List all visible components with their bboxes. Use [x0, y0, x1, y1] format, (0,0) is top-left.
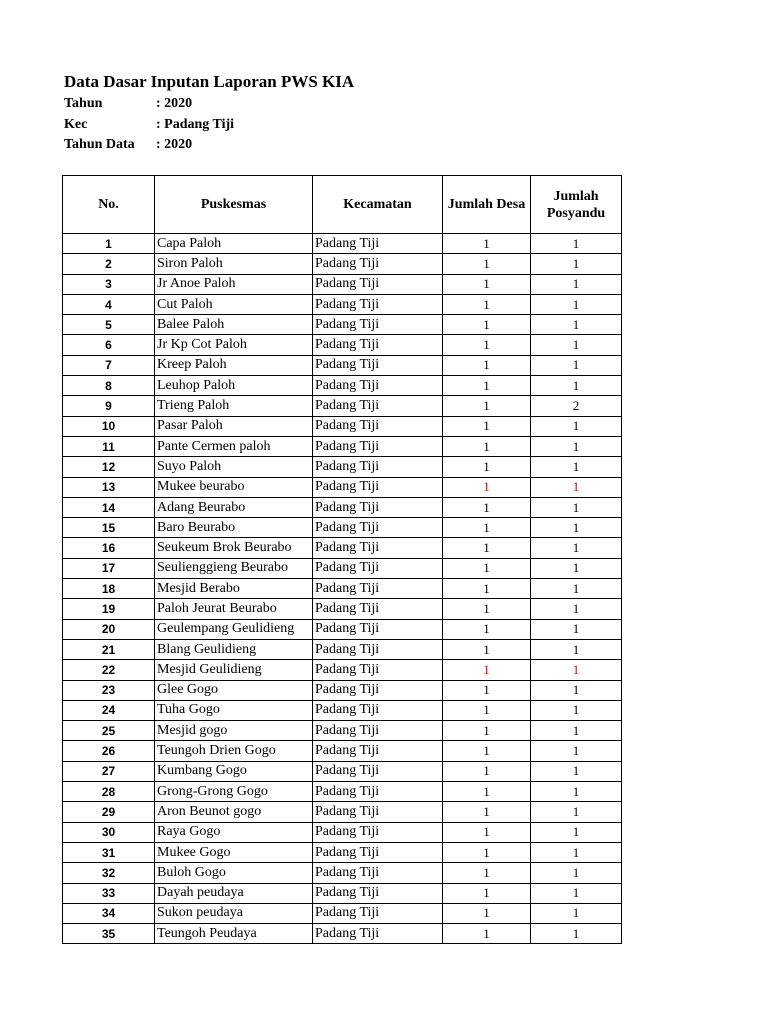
- cell-jumlah-desa: 1: [443, 782, 531, 802]
- cell-jumlah-desa: 1: [443, 538, 531, 558]
- cell-puskesmas: Jr Anoe Paloh: [155, 274, 313, 294]
- cell-kecamatan: Padang Tiji: [313, 802, 443, 822]
- table-row: [63, 660, 622, 680]
- cell-kecamatan: Padang Tiji: [313, 619, 443, 639]
- cell-no: 1: [63, 234, 155, 254]
- table-row: [63, 457, 622, 477]
- cell-puskesmas: Trieng Paloh: [155, 396, 313, 416]
- table-row: [63, 782, 622, 802]
- cell-puskesmas: Pante Cermen paloh: [155, 436, 313, 456]
- cell-jumlah-desa: 1: [443, 842, 531, 862]
- table-row: [63, 802, 622, 822]
- table-row: [63, 558, 622, 578]
- cell-no: 23: [63, 680, 155, 700]
- cell-kecamatan: Padang Tiji: [313, 842, 443, 862]
- cell-jumlah-desa: 1: [443, 599, 531, 619]
- table-row: [63, 863, 622, 883]
- cell-jumlah-desa: 1: [443, 416, 531, 436]
- cell-kecamatan: Padang Tiji: [313, 497, 443, 517]
- cell-kecamatan: Padang Tiji: [313, 274, 443, 294]
- cell-puskesmas: Aron Beunot gogo: [155, 802, 313, 822]
- cell-no: 29: [63, 802, 155, 822]
- table-row: [63, 355, 622, 375]
- cell-kecamatan: Padang Tiji: [313, 741, 443, 761]
- column-header-jumlah-posyandu: Jumlah Posyandu: [531, 176, 622, 234]
- cell-kecamatan: Padang Tiji: [313, 538, 443, 558]
- cell-jumlah-desa: 1: [443, 802, 531, 822]
- cell-kecamatan: Padang Tiji: [313, 335, 443, 355]
- cell-jumlah-desa: 1: [443, 883, 531, 903]
- cell-kecamatan: Padang Tiji: [313, 660, 443, 680]
- cell-puskesmas: Cut Paloh: [155, 294, 313, 314]
- cell-no: 18: [63, 579, 155, 599]
- cell-puskesmas: Mukee Gogo: [155, 842, 313, 862]
- cell-jumlah-posyandu: 1: [531, 721, 622, 741]
- cell-jumlah-posyandu: 1: [531, 761, 622, 781]
- cell-no: 11: [63, 436, 155, 456]
- column-header-puskesmas: Puskesmas: [155, 176, 313, 234]
- cell-kecamatan: Padang Tiji: [313, 436, 443, 456]
- cell-kecamatan: Padang Tiji: [313, 822, 443, 842]
- cell-jumlah-desa: 1: [443, 700, 531, 720]
- cell-puskesmas: Mesjid gogo: [155, 721, 313, 741]
- cell-kecamatan: Padang Tiji: [313, 294, 443, 314]
- cell-kecamatan: Padang Tiji: [313, 579, 443, 599]
- table-row: [63, 700, 622, 720]
- cell-jumlah-posyandu: 1: [531, 436, 622, 456]
- table-row: [63, 579, 622, 599]
- table-row: [63, 335, 622, 355]
- cell-jumlah-posyandu: 1: [531, 822, 622, 842]
- table-row: [63, 903, 622, 923]
- cell-jumlah-posyandu: 1: [531, 619, 622, 639]
- cell-kecamatan: Padang Tiji: [313, 639, 443, 659]
- cell-jumlah-desa: 1: [443, 639, 531, 659]
- cell-jumlah-desa: 1: [443, 457, 531, 477]
- cell-jumlah-desa: 1: [443, 436, 531, 456]
- table-row: [63, 883, 622, 903]
- cell-puskesmas: Siron Paloh: [155, 254, 313, 274]
- table-row: [63, 721, 622, 741]
- cell-kecamatan: Padang Tiji: [313, 863, 443, 883]
- meta-year: [64, 96, 192, 112]
- cell-no: 32: [63, 863, 155, 883]
- cell-no: 12: [63, 457, 155, 477]
- cell-no: 13: [63, 477, 155, 497]
- cell-puskesmas: Adang Beurabo: [155, 497, 313, 517]
- cell-jumlah-posyandu: 1: [531, 741, 622, 761]
- cell-jumlah-posyandu: 1: [531, 558, 622, 578]
- cell-puskesmas: Raya Gogo: [155, 822, 313, 842]
- cell-jumlah-desa: 1: [443, 497, 531, 517]
- cell-kecamatan: Padang Tiji: [313, 376, 443, 396]
- cell-puskesmas: Kreep Paloh: [155, 355, 313, 375]
- cell-jumlah-posyandu: 1: [531, 579, 622, 599]
- cell-no: 25: [63, 721, 155, 741]
- table-row: [63, 822, 622, 842]
- cell-jumlah-desa: 1: [443, 619, 531, 639]
- cell-no: 14: [63, 497, 155, 517]
- cell-no: 16: [63, 538, 155, 558]
- cell-puskesmas: Mesjid Geulidieng: [155, 660, 313, 680]
- cell-no: 28: [63, 782, 155, 802]
- cell-no: 15: [63, 518, 155, 538]
- table-row: [63, 497, 622, 517]
- table-row: [63, 599, 622, 619]
- table-row: [63, 234, 622, 254]
- table-row: [63, 619, 622, 639]
- cell-jumlah-posyandu: 1: [531, 355, 622, 375]
- cell-jumlah-posyandu: 1: [531, 376, 622, 396]
- cell-jumlah-desa: 1: [443, 741, 531, 761]
- cell-kecamatan: Padang Tiji: [313, 355, 443, 375]
- table-body: [63, 234, 622, 944]
- cell-kecamatan: Padang Tiji: [313, 396, 443, 416]
- cell-puskesmas: Paloh Jeurat Beurabo: [155, 599, 313, 619]
- cell-kecamatan: Padang Tiji: [313, 315, 443, 335]
- column-header-no: No.: [63, 176, 155, 234]
- cell-jumlah-desa: 1: [443, 903, 531, 923]
- cell-kecamatan: Padang Tiji: [313, 721, 443, 741]
- cell-no: 8: [63, 376, 155, 396]
- cell-jumlah-desa: 1: [443, 680, 531, 700]
- page-title: Data Dasar Inputan Laporan PWS KIA: [64, 72, 355, 91]
- cell-kecamatan: Padang Tiji: [313, 254, 443, 274]
- cell-no: 4: [63, 294, 155, 314]
- cell-jumlah-desa: 1: [443, 518, 531, 538]
- cell-puskesmas: Glee Gogo: [155, 680, 313, 700]
- table-row: [63, 538, 622, 558]
- cell-jumlah-posyandu: 1: [531, 639, 622, 659]
- cell-jumlah-desa: 1: [443, 376, 531, 396]
- meta-kecamatan-value: : Padang Tiji: [156, 117, 235, 132]
- table-row: [63, 924, 622, 944]
- cell-kecamatan: Padang Tiji: [313, 782, 443, 802]
- cell-jumlah-posyandu: 1: [531, 315, 622, 335]
- cell-jumlah-posyandu: 1: [531, 924, 622, 944]
- cell-jumlah-desa: 1: [443, 477, 531, 497]
- table-row: [63, 254, 622, 274]
- table-row: [63, 477, 622, 497]
- table-row: [63, 761, 622, 781]
- column-header-kecamatan: Kecamatan: [313, 176, 443, 234]
- cell-no: 27: [63, 761, 155, 781]
- meta-data-year-label: Tahun Data: [64, 137, 135, 152]
- table-row: [63, 680, 622, 700]
- cell-kecamatan: Padang Tiji: [313, 558, 443, 578]
- table-row: [63, 518, 622, 538]
- cell-kecamatan: Padang Tiji: [313, 700, 443, 720]
- cell-jumlah-posyandu: 1: [531, 883, 622, 903]
- cell-puskesmas: Pasar Paloh: [155, 416, 313, 436]
- cell-puskesmas: Suyo Paloh: [155, 457, 313, 477]
- cell-kecamatan: Padang Tiji: [313, 883, 443, 903]
- cell-no: 19: [63, 599, 155, 619]
- cell-no: 31: [63, 842, 155, 862]
- cell-jumlah-desa: 1: [443, 355, 531, 375]
- cell-jumlah-posyandu: 2: [531, 396, 622, 416]
- cell-puskesmas: Kumbang Gogo: [155, 761, 313, 781]
- cell-kecamatan: Padang Tiji: [313, 416, 443, 436]
- table-row: [63, 741, 622, 761]
- cell-kecamatan: Padang Tiji: [313, 761, 443, 781]
- cell-jumlah-posyandu: 1: [531, 700, 622, 720]
- cell-no: 5: [63, 315, 155, 335]
- cell-no: 33: [63, 883, 155, 903]
- cell-jumlah-desa: 1: [443, 558, 531, 578]
- cell-jumlah-posyandu: 1: [531, 660, 622, 680]
- cell-puskesmas: Mesjid Berabo: [155, 579, 313, 599]
- meta-data-year: [64, 137, 192, 153]
- meta-data-year-value: : 2020: [156, 137, 193, 152]
- cell-jumlah-desa: 1: [443, 863, 531, 883]
- cell-jumlah-posyandu: 1: [531, 802, 622, 822]
- cell-no: 34: [63, 903, 155, 923]
- cell-kecamatan: Padang Tiji: [313, 599, 443, 619]
- cell-jumlah-posyandu: 1: [531, 477, 622, 497]
- cell-jumlah-desa: 1: [443, 335, 531, 355]
- meta-year-label: Tahun: [64, 96, 103, 111]
- table-row: [63, 396, 622, 416]
- cell-puskesmas: Grong-Grong Gogo: [155, 782, 313, 802]
- cell-kecamatan: Padang Tiji: [313, 924, 443, 944]
- cell-jumlah-desa: 1: [443, 254, 531, 274]
- cell-jumlah-posyandu: 1: [531, 497, 622, 517]
- cell-no: 26: [63, 741, 155, 761]
- cell-jumlah-posyandu: 1: [531, 416, 622, 436]
- cell-kecamatan: Padang Tiji: [313, 680, 443, 700]
- cell-no: 17: [63, 558, 155, 578]
- table-row: [63, 436, 622, 456]
- cell-puskesmas: Geulempang Geulidieng: [155, 619, 313, 639]
- cell-puskesmas: Seulienggieng Beurabo: [155, 558, 313, 578]
- table-row: [63, 274, 622, 294]
- cell-puskesmas: Jr Kp Cot Paloh: [155, 335, 313, 355]
- cell-jumlah-posyandu: 1: [531, 254, 622, 274]
- cell-jumlah-desa: 1: [443, 234, 531, 254]
- cell-no: 7: [63, 355, 155, 375]
- cell-no: 21: [63, 639, 155, 659]
- table-row: [63, 294, 622, 314]
- cell-kecamatan: Padang Tiji: [313, 457, 443, 477]
- table-row: [63, 639, 622, 659]
- cell-jumlah-posyandu: 1: [531, 782, 622, 802]
- cell-kecamatan: Padang Tiji: [313, 903, 443, 923]
- cell-jumlah-posyandu: 1: [531, 274, 622, 294]
- cell-no: 35: [63, 924, 155, 944]
- cell-jumlah-posyandu: 1: [531, 518, 622, 538]
- cell-jumlah-desa: 1: [443, 721, 531, 741]
- cell-puskesmas: Dayah peudaya: [155, 883, 313, 903]
- cell-no: 3: [63, 274, 155, 294]
- cell-jumlah-desa: 1: [443, 294, 531, 314]
- cell-jumlah-desa: 1: [443, 822, 531, 842]
- cell-jumlah-posyandu: 1: [531, 842, 622, 862]
- cell-puskesmas: Capa Paloh: [155, 234, 313, 254]
- column-header-jumlah-desa: Jumlah Desa: [443, 176, 531, 234]
- meta-year-value: : 2020: [156, 96, 193, 111]
- cell-puskesmas: Teungoh Drien Gogo: [155, 741, 313, 761]
- cell-kecamatan: Padang Tiji: [313, 234, 443, 254]
- cell-jumlah-posyandu: 1: [531, 335, 622, 355]
- table-row: [63, 315, 622, 335]
- cell-no: 9: [63, 396, 155, 416]
- table-header-row: [63, 176, 622, 234]
- cell-puskesmas: Mukee beurabo: [155, 477, 313, 497]
- cell-no: 10: [63, 416, 155, 436]
- cell-no: 6: [63, 335, 155, 355]
- cell-puskesmas: Tuha Gogo: [155, 700, 313, 720]
- cell-no: 22: [63, 660, 155, 680]
- cell-kecamatan: Padang Tiji: [313, 518, 443, 538]
- cell-jumlah-desa: 1: [443, 924, 531, 944]
- cell-jumlah-posyandu: 1: [531, 538, 622, 558]
- cell-puskesmas: Teungoh Peudaya: [155, 924, 313, 944]
- meta-kecamatan: [64, 117, 234, 133]
- cell-kecamatan: Padang Tiji: [313, 477, 443, 497]
- cell-puskesmas: Baro Beurabo: [155, 518, 313, 538]
- cell-jumlah-posyandu: 1: [531, 903, 622, 923]
- cell-jumlah-posyandu: 1: [531, 234, 622, 254]
- cell-jumlah-desa: 1: [443, 274, 531, 294]
- cell-jumlah-desa: 1: [443, 660, 531, 680]
- cell-no: 24: [63, 700, 155, 720]
- cell-no: 20: [63, 619, 155, 639]
- cell-no: 2: [63, 254, 155, 274]
- cell-puskesmas: Balee Paloh: [155, 315, 313, 335]
- cell-puskesmas: Seukeum Brok Beurabo: [155, 538, 313, 558]
- cell-jumlah-posyandu: 1: [531, 680, 622, 700]
- table-row: [63, 416, 622, 436]
- cell-jumlah-desa: 1: [443, 315, 531, 335]
- cell-jumlah-desa: 1: [443, 761, 531, 781]
- table-row: [63, 376, 622, 396]
- cell-jumlah-posyandu: 1: [531, 457, 622, 477]
- cell-jumlah-posyandu: 1: [531, 599, 622, 619]
- cell-jumlah-desa: 1: [443, 579, 531, 599]
- cell-puskesmas: Blang Geulidieng: [155, 639, 313, 659]
- cell-puskesmas: Buloh Gogo: [155, 863, 313, 883]
- puskesmas-table: [62, 175, 622, 944]
- cell-puskesmas: Leuhop Paloh: [155, 376, 313, 396]
- table-row: [63, 842, 622, 862]
- cell-puskesmas: Sukon peudaya: [155, 903, 313, 923]
- cell-jumlah-posyandu: 1: [531, 294, 622, 314]
- cell-no: 30: [63, 822, 155, 842]
- cell-jumlah-desa: 1: [443, 396, 531, 416]
- cell-jumlah-posyandu: 1: [531, 863, 622, 883]
- meta-kecamatan-label: Kec: [64, 117, 88, 132]
